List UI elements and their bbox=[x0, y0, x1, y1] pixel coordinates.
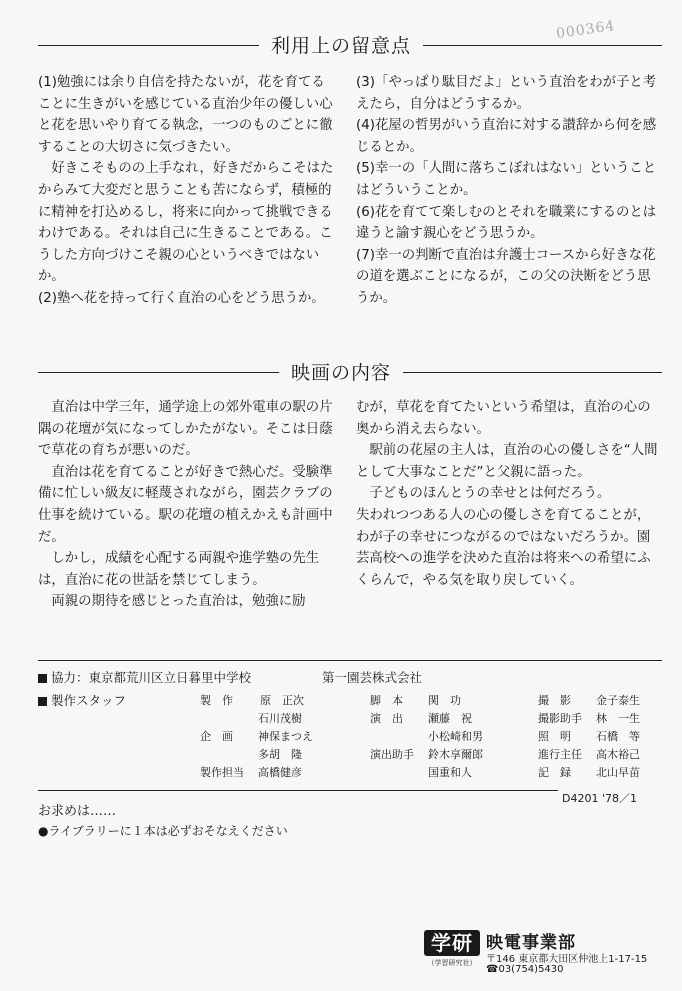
staff-role: 製作担当 bbox=[200, 766, 244, 779]
story-para-1: 直治は中学三年，通学途上の郊外電車の駅の片隅の花壇が気になってしかたがない。そこは日蔭で草花の育ちが悪いのだ。 bbox=[38, 400, 333, 459]
story-para-5: むが，草花を育てたいという希望は，直治の心の奥から消え去らない。 bbox=[356, 400, 651, 437]
section1-left-column bbox=[38, 72, 335, 310]
staff-role: 演出助手 bbox=[370, 748, 414, 761]
staff-name: 多胡 隆 bbox=[258, 748, 302, 761]
bullet-square-icon bbox=[38, 697, 47, 706]
staff-name: 北山早苗 bbox=[596, 766, 640, 779]
staff-role: 企 画 bbox=[200, 730, 233, 743]
story-para-7: 子どものほんとうの幸せとは何だろう。 bbox=[369, 486, 611, 502]
note-1-cont: 好きこそものの上手なれ，好きだからこそはたからみて大変だと思うことも苦にならず，積極的に精神を打込めるし，将来に向かって挑戦できるわけである。それは自己に生きることである。こうした方向づけこそ親の心というべきではないか。 bbox=[38, 161, 334, 285]
section1-title: 利用上の留意点 bbox=[0, 34, 682, 58]
staff-name: 瀬藤 祝 bbox=[428, 712, 472, 725]
staff-role: 製 作 bbox=[200, 694, 233, 707]
note-5: (5)幸一の「人間に落ちこぼれはない」ということはどういうことか。 bbox=[356, 161, 657, 198]
section2-left-column bbox=[38, 397, 335, 613]
note-4: (4)花屋の哲男がいう直治に対する讃辞から何を感じるとか。 bbox=[356, 118, 657, 155]
section2-title: 映画の内容 bbox=[0, 361, 682, 385]
staff-name: 高橋健彦 bbox=[258, 766, 302, 779]
publisher-logo: 学研 bbox=[424, 930, 480, 956]
note-3: (3)「やっぱり駄目だよ」という直治をわが子と考えたら，自分はどうするか。 bbox=[356, 75, 657, 112]
staff-role: 照 明 bbox=[538, 730, 571, 743]
staff-name: 石橋 等 bbox=[596, 730, 640, 743]
staff-label: 製作スタッフ bbox=[38, 691, 126, 709]
story-para-3: しかし，成績を心配する両親や進学塾の先生は，直治に花の世話を禁じてしまう。 bbox=[38, 551, 320, 588]
staff-name: 原 正次 bbox=[260, 694, 304, 707]
section1-right-column bbox=[356, 72, 662, 310]
story-para-4: 両親の期待を感じとった直治は，勉強に励 bbox=[51, 594, 306, 610]
credits-rule bbox=[38, 660, 662, 661]
staff-name: 鈴木享爾郎 bbox=[428, 748, 483, 761]
staff-role: 進行主任 bbox=[538, 748, 582, 761]
handwritten-number: 000364 bbox=[555, 17, 617, 43]
story-para-8: 失われつつある人の心の優しさを育てることが，わが子の幸せにつながるのではないだろうか。園芸高校への進学を決めた直治は将来への希望にふくらんで，やる気を取り戻していく。 bbox=[356, 507, 651, 588]
publisher-name: 映電事業部 bbox=[486, 933, 576, 953]
staff-name: 関 功 bbox=[428, 694, 461, 707]
order-title: お求めは…… bbox=[38, 804, 117, 819]
staff-role: 撮 影 bbox=[538, 694, 571, 707]
section2-right-column bbox=[356, 397, 662, 591]
staff-name: 国重和人 bbox=[428, 766, 472, 779]
staff-name: 石川茂樹 bbox=[258, 712, 302, 725]
cooperation-label: 協力：東京都荒川区立日暮里中学校 bbox=[51, 670, 252, 685]
staff-role: 演 出 bbox=[370, 712, 403, 725]
story-para-6: 駅前の花屋の主人は，直治の心の優しさを“人間として大事なことだ”と父親に語った。 bbox=[356, 443, 658, 480]
order-code: D4201 '78／1 bbox=[562, 792, 637, 805]
note-6: (6)花を育てて楽しむのとそれを職業にするのとは違うと諭す親心をどう思うか。 bbox=[356, 204, 657, 242]
bullet-square-icon bbox=[38, 674, 47, 683]
cooperation-company: 第一園芸株式会社 bbox=[322, 670, 423, 685]
staff-role: 脚 本 bbox=[370, 694, 403, 707]
order-rule bbox=[38, 790, 558, 791]
story-para-2: 直治は花を育てることが好きで熱心だ。受験準備に忙しい級友に軽蔑されながら，園芸クラブの仕事を続けている。駅の花壇の植えかえも計画中だ。 bbox=[38, 464, 333, 545]
publisher-phone: ☎03(754)5430 bbox=[486, 964, 564, 975]
note-2: (2)塾へ花を持って行く直治の心をどう思うか。 bbox=[38, 290, 325, 306]
staff-name: 小松崎和男 bbox=[428, 730, 483, 743]
staff-name: 高木裕己 bbox=[596, 748, 640, 761]
staff-name: 林 一生 bbox=[596, 712, 640, 725]
cooperation bbox=[38, 668, 251, 686]
publisher-logo-sub: （学習研究社） bbox=[427, 959, 477, 967]
order-note: ●ライブラリーに１本は必ずおそなえください bbox=[38, 824, 288, 838]
staff-role: 記 録 bbox=[538, 766, 571, 779]
note-1: (1)勉強には余り自信を持たないが，花を育てることに生きがいを感じている直治少年の優しい心と花を思いやり育てる執念，一つのものごとに徹することの大切さに気づきたい。 bbox=[38, 75, 333, 155]
publisher-address: 〒146 東京都大田区仲池上1-17-15 bbox=[486, 954, 648, 965]
staff-name: 金子泰生 bbox=[596, 694, 640, 707]
staff-name: 神保まつえ bbox=[258, 730, 313, 743]
note-7: (7)幸一の判断で直治は弁護士コースから好きな花の道を選ぶことになるが，この父の決断をどう思うか。 bbox=[356, 247, 656, 306]
staff-role: 撮影助手 bbox=[538, 712, 582, 725]
